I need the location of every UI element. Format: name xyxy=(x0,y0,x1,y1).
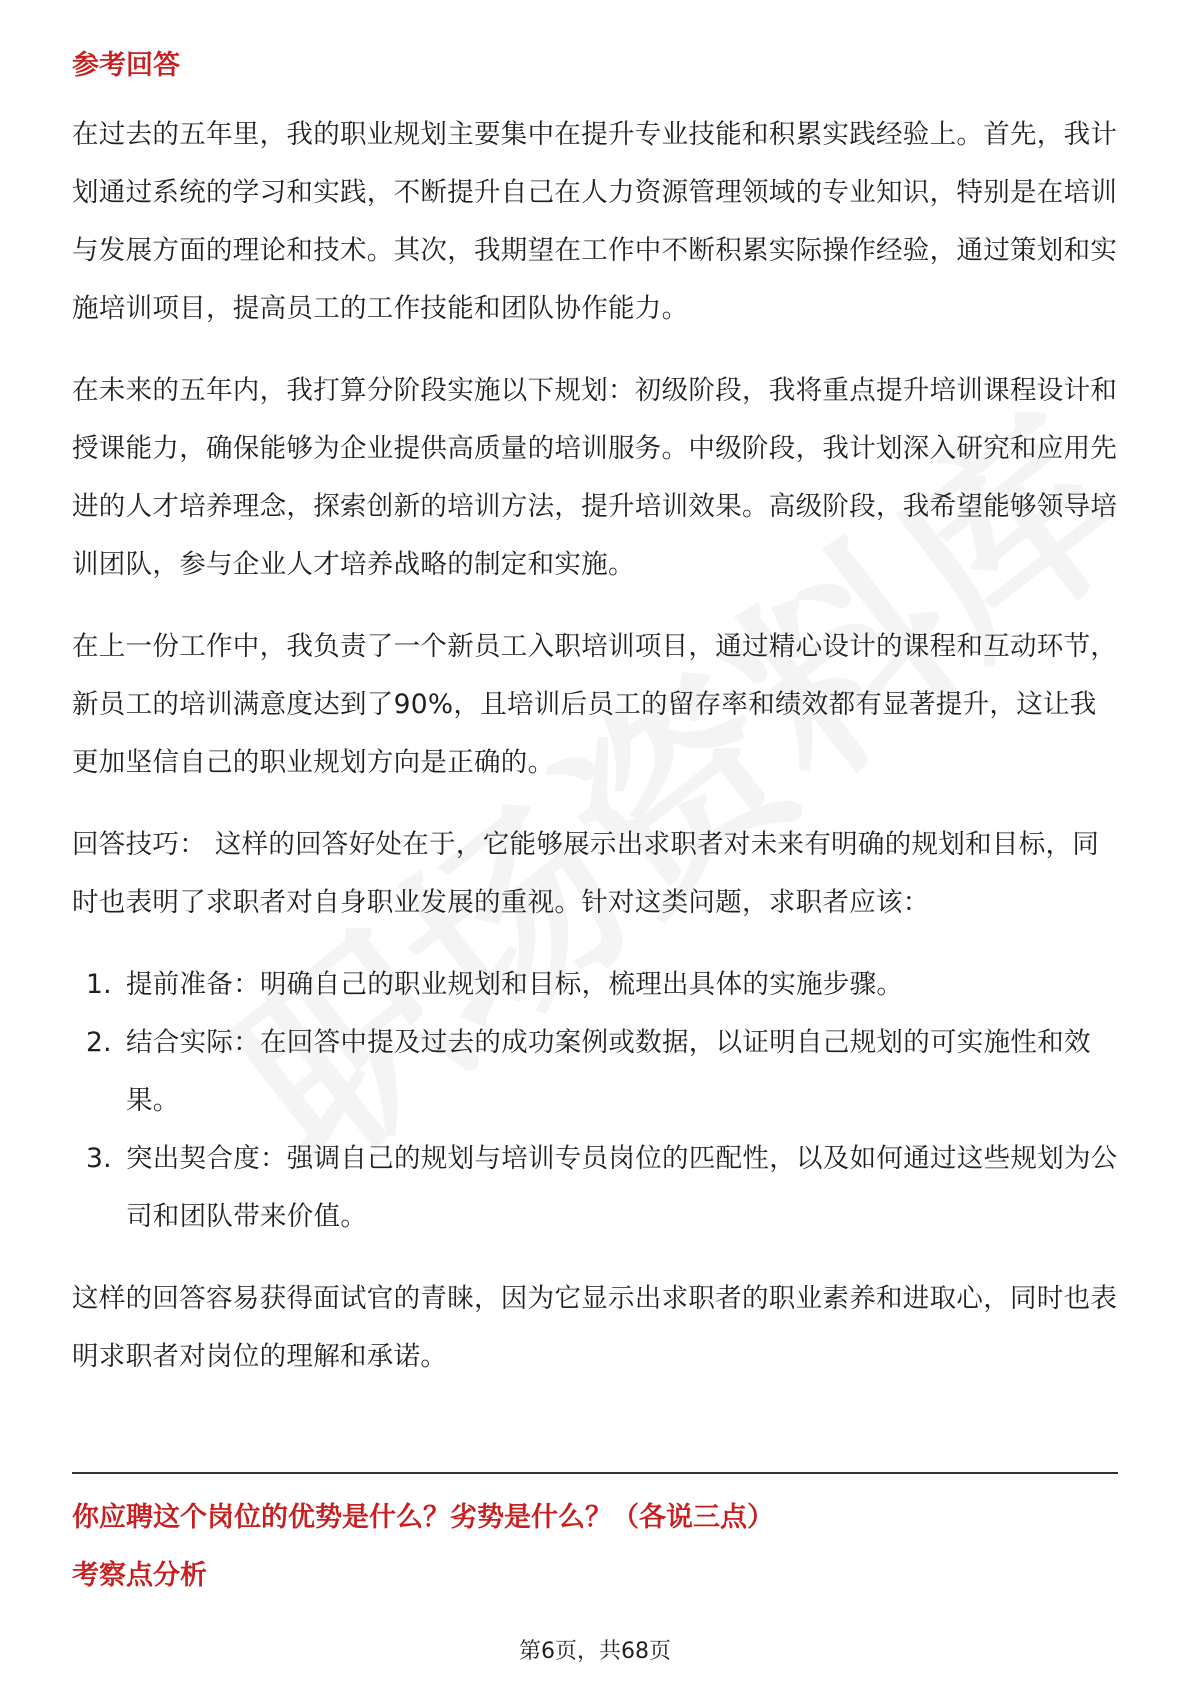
section-heading-analysis: 考察点分析 xyxy=(72,1560,207,1591)
list-item-text: 突出契合度：强调自己的规划与培训专员岗位的匹配性，以及如何通过这些规划为公司和团队带来价值。 xyxy=(126,1143,1118,1232)
paragraph-past-plan: 在过去的五年里，我的职业规划主要集中在提升专业技能和积累实践经验上。首先，我计划通过系统的学习和实践，不断提升自己在人力资源管理领域的专业知识，特别是在培训与发展方面的理论和技术。其次，我期望在工作中不断积累实际操作经验，通过策划和实施培训项目，提高员工的工作技能和团队协作能力。 xyxy=(72,119,1118,324)
list-item xyxy=(72,956,1118,1014)
list-item-text: 结合实际：在回答中提及过去的成功案例或数据，以证明自己规划的可实施性和效果。 xyxy=(126,1027,1091,1116)
paragraph-past-experience: 在上一份工作中，我负责了一个新员工入职培训项目，通过精心设计的课程和互动环节，新员工的培训满意度达到了90%，且培训后员工的留存率和绩效都有显著提升，这让我更加坚信自己的职业规划方向是正确的。 xyxy=(72,631,1118,778)
paragraph-future-plan: 在未来的五年内，我打算分阶段实施以下规划：初级阶段，我将重点提升培训课程设计和授课能力，确保能够为企业提供高质量的培训服务。中级阶段，我计划深入研究和应用先进的人才培养理念，探索创新的培训方法，提升培训效果。高级阶段，我希望能够领导培训团队，参与企业人才培养战略的制定和实施。 xyxy=(72,375,1118,580)
interview-question-heading: 你应聘这个岗位的优势是什么？劣势是什么？（各说三点） xyxy=(72,1502,774,1533)
list-item-number: 1. xyxy=(86,969,112,1000)
document-page xyxy=(72,0,1118,1684)
list-item-number: 2. xyxy=(86,1027,112,1058)
section-divider xyxy=(72,1472,1118,1474)
list-item xyxy=(72,1130,1118,1246)
paragraph-answer-tips: 回答技巧： 这样的回答好处在于，它能够展示出求职者对未来有明确的规划和目标，同时也表明了求职者对自身职业发展的重视。针对这类问题，求职者应该： xyxy=(72,829,1100,918)
page-number-footer: 第6页，共68页 xyxy=(519,1639,671,1664)
list-item-number: 3. xyxy=(86,1143,112,1174)
list-item xyxy=(72,1014,1118,1130)
list-item-text: 提前准备：明确自己的职业规划和目标，梳理出具体的实施步骤。 xyxy=(126,969,904,1000)
paragraph-closing: 这样的回答容易获得面试官的青睐，因为它显示出求职者的职业素养和进取心，同时也表明求职者对岗位的理解和承诺。 xyxy=(72,1283,1118,1372)
section-heading-reference-answer: 参考回答 xyxy=(72,50,180,81)
tips-list xyxy=(72,956,1118,1246)
